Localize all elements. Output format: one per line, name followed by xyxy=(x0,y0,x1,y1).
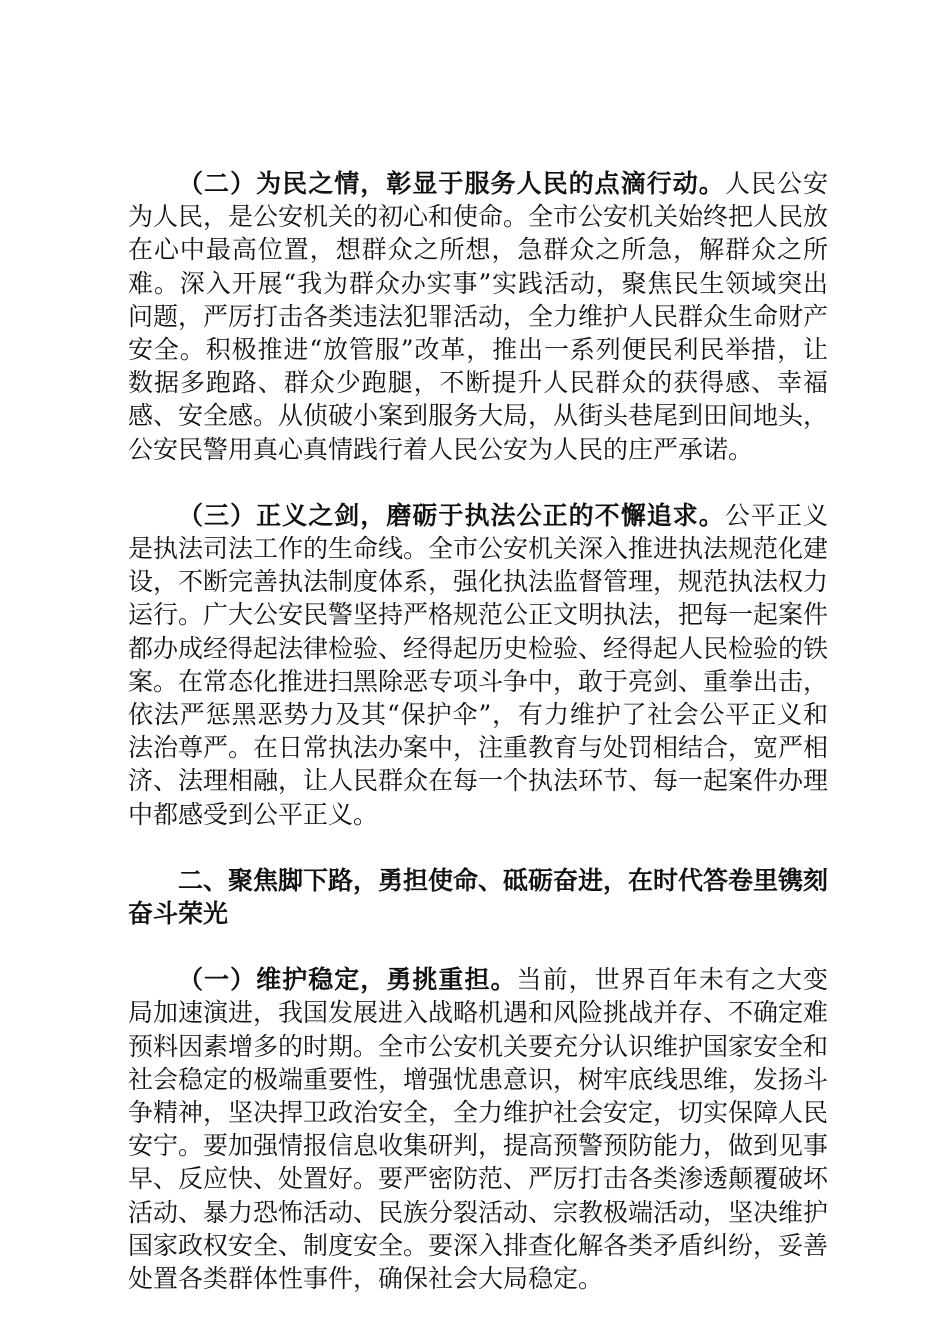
paragraph-stability xyxy=(128,963,828,1295)
paragraph-people-service xyxy=(128,167,828,466)
section-heading: 二、聚焦脚下路，勇担使命、砥砺奋进，在时代答卷里镌刻奋斗荣光 xyxy=(128,865,829,929)
paragraph-body: 人民公安为人民，是公安机关的初心和使命。全市公安机关始终把人民放在心中最高位置，想群众之所想，急群众之所急，解群众之所难。深入开展“我为群众办实事”实践活动，聚焦民生领域突出问题，严厉打击各类违法犯罪活动，全力维护人民群众生命财产安全。积极推进“放管服”改革，推出一系列便民利民举措，让数据多跑路、群众少跑腿，不断提升人民群众的获得感、幸福感、安全感。从侦破小案到服务大局，从街头巷尾到田间地头，公安民警用真心真情践行着人民公安为人民的庄严承诺。 xyxy=(128,169,829,464)
paragraph-lead: （二）为民之情，彰显于服务人民的点滴行动。 xyxy=(178,169,725,198)
paragraph-lead: （三）正义之剑，磨砺于执法公正的不懈追求。 xyxy=(178,500,725,530)
paragraph-gap xyxy=(128,930,828,963)
paragraph-justice xyxy=(128,499,828,831)
paragraph-body: 当前，世界百年未有之大变局加速演进，我国发展进入战略机遇和风险挑战并存、不确定难预料因素增多的时期。全市公安机关要充分认识维护国家安全和社会稳定的极端重要性，增强忧患意识，树牢底线思维，发扬斗争精神，坚决捍卫政治安全，全力维护社会安定，切实保障人民安宁。要加强情报信息收集研判，提高预警预防能力，做到见事早、反应快、处置好。要严密防范、严厉打击各类渗透颠覆破坏活动、暴力恐怖活动、民族分裂活动、宗教极端活动，坚决维护国家政权安全、制度安全。要深入排查化解各类矛盾纠纷，妥善处置各类群体性事件，确保社会大局稳定。 xyxy=(128,965,829,1294)
paragraph-body: 公平正义是执法司法工作的生命线。全市公安机关深入推进执法规范化建设，不断完善执法制度体系，强化执法监督管理，规范执法权力运行。广大公安民警坚持严格规范公正文明执法，把每一起案件都办成经得起法律检验、经得起历史检验、经得起人民检验的铁案。在常态化推进扫黑除恶专项斗争中，敢于亮剑、重拳出击，依法严惩黑恶势力及其“保护伞”，有力维护了社会公平正义和法治尊严。在日常执法办案中，注重教育与处罚相结合，宽严相济、法理相融，让人民群众在每一个执法环节、每一起案件办理中都感受到公平正义。 xyxy=(128,500,829,829)
paragraph-gap xyxy=(128,831,828,864)
paragraph-lead: （一）维护稳定，勇挑重担。 xyxy=(178,965,517,995)
paragraph-gap xyxy=(128,466,828,499)
document-page xyxy=(128,167,828,1295)
